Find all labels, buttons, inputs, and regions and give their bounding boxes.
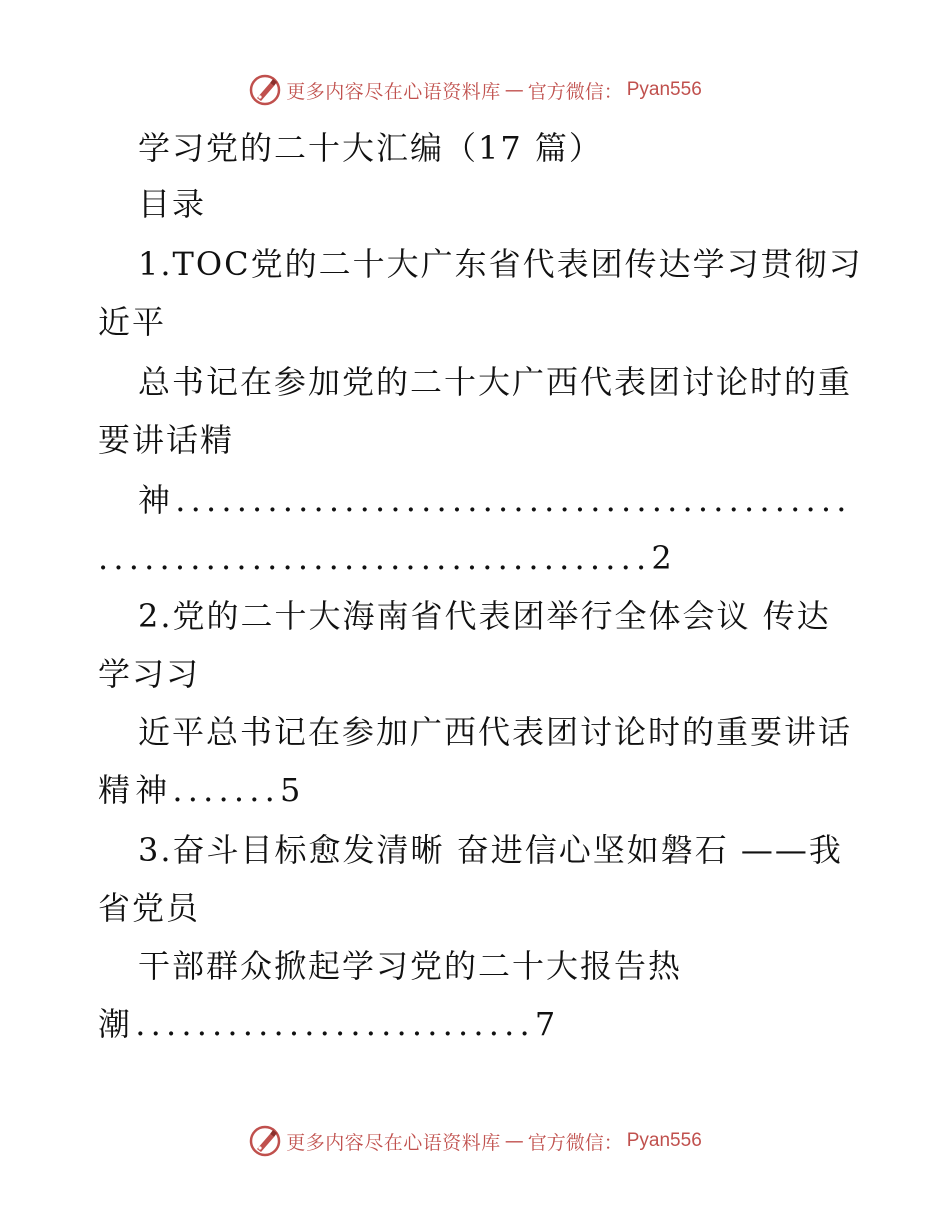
toc-entry-2-line-2[interactable]: 学习习 (98, 655, 201, 693)
toc-entry-3-line-3[interactable]: 干部群众掀起学习党的二十大报告热 (138, 947, 683, 985)
pen-logo-icon (248, 73, 282, 107)
header-banner (0, 70, 950, 110)
toc-entry-3-line-4[interactable]: 潮..........................7 (98, 1005, 561, 1043)
footer-separator: — (504, 1130, 524, 1152)
toc-entry-2-line-1[interactable]: 2.党的二十大海南省代表团举行全体会议 传达 (138, 597, 831, 635)
footer-wechat-id: Pyan556 (626, 1130, 702, 1151)
toc-entry-1-line-2[interactable]: 近平 (98, 303, 167, 341)
toc-entry-1-line-1[interactable]: 1.TOC党的二十大广东省代表团传达学习贯彻习 (138, 245, 863, 283)
toc-entry-2-line-4[interactable]: 精神.......5 (98, 771, 306, 809)
footer-site-text: 更多内容尽在心语资料库 (286, 1131, 501, 1154)
pen-logo-icon (248, 1124, 282, 1158)
toc-entry-3-line-2[interactable]: 省党员 (98, 889, 201, 927)
banner-site-text: 更多内容尽在心语资料库 (286, 80, 501, 103)
toc-entry-2-line-3[interactable]: 近平总书记在参加广西代表团讨论时的重要讲话 (138, 713, 853, 751)
toc-entry-3-line-1[interactable]: 3.奋斗目标愈发清晰 奋进信心坚如磐石 ——我 (138, 831, 843, 869)
banner-wechat-label: 官方微信： (527, 80, 623, 103)
document-title: 学习党的二十大汇编（17 篇） (138, 129, 603, 167)
toc-entry-1-line-5[interactable]: 神............................................ (138, 481, 852, 519)
banner-separator: — (504, 79, 524, 101)
toc-entry-1-line-3[interactable]: 总书记在参加党的二十大广西代表团讨论时的重 (138, 363, 853, 401)
banner-wechat-id: Pyan556 (626, 79, 702, 100)
footer-wechat-label: 官方微信： (527, 1131, 623, 1154)
footer-banner (0, 1121, 950, 1161)
toc-entry-1-line-4[interactable]: 要讲话精 (98, 421, 235, 459)
toc-entry-1-line-6[interactable]: ....................................2 (98, 539, 677, 577)
toc-heading: 目录 (138, 185, 207, 223)
